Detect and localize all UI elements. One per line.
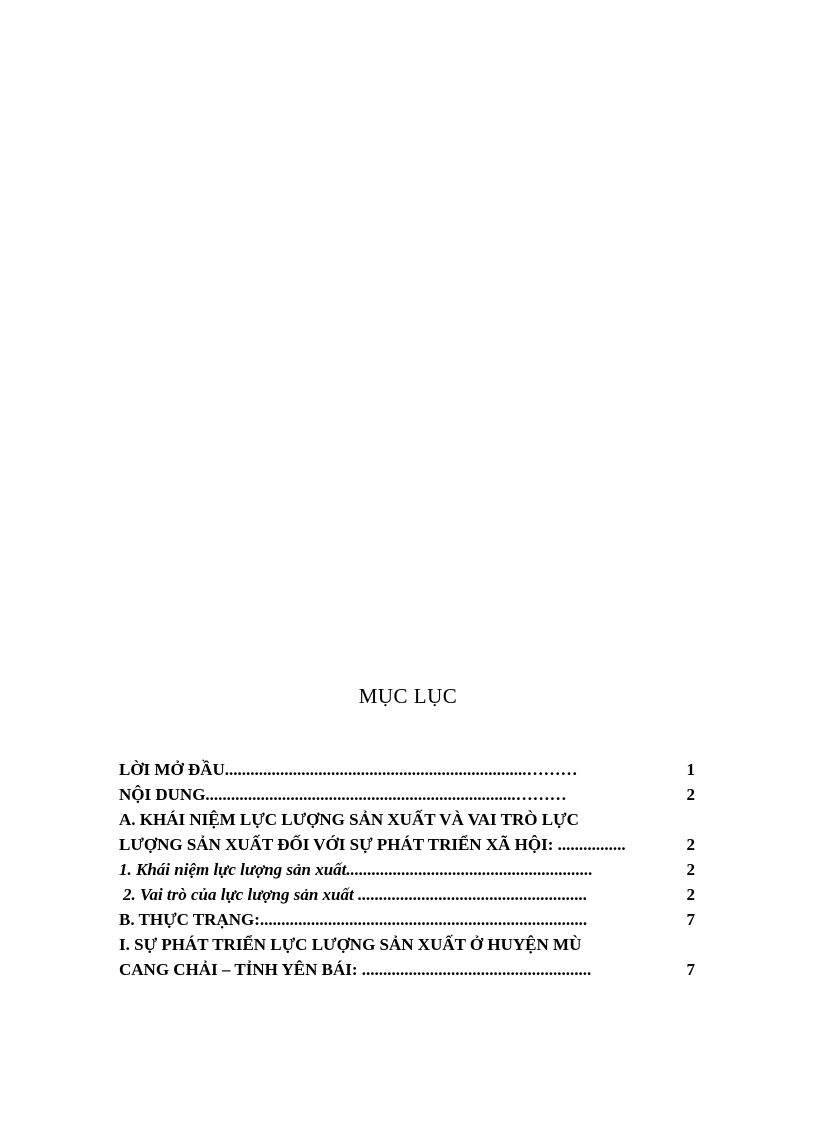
toc-entry-text: CANG CHẢI – TỈNH YÊN BÁI: ......................................................	[119, 960, 592, 979]
toc-entry-section-b[interactable]	[119, 907, 699, 932]
toc-entry-section-i-line2[interactable]	[119, 957, 699, 982]
toc-entry-page: 1	[686, 760, 695, 779]
table-of-contents	[119, 757, 699, 982]
toc-entry-page: 7	[686, 960, 695, 979]
toc-title: MỤC LỤC	[358, 684, 458, 708]
toc-entry-subsection-1[interactable]	[119, 857, 699, 882]
toc-entry-text: A. KHÁI NIỆM LỰC LƯỢNG SẢN XUẤT VÀ VAI TRÒ LỰC	[119, 810, 579, 829]
toc-entry-content[interactable]	[119, 782, 699, 807]
toc-entry-text: 2. Vai trò của lực lượng sản xuất ......................................................	[123, 885, 588, 904]
toc-entry-text: 1. Khái niệm lực lượng sản xuất..........................................................	[119, 860, 593, 879]
toc-entry-text: NỘI DUNG.........................................................................………	[119, 785, 567, 804]
toc-entry-text: I. SỰ PHÁT TRIỂN LỰC LƯỢNG SẢN XUẤT Ở HUYỆN MÙ	[119, 935, 582, 954]
toc-entry-page: 7	[686, 910, 695, 929]
toc-entry-text: LƯỢNG SẢN XUẤT ĐỐI VỚI SỰ PHÁT TRIỂN XÃ HỘI: ................	[119, 835, 626, 854]
toc-entry-subsection-2[interactable]	[119, 882, 699, 907]
toc-entry-section-a-line1[interactable]	[119, 807, 699, 832]
toc-entry-page: 2	[686, 860, 695, 879]
toc-entry-page: 2	[686, 835, 695, 854]
toc-entry-page: 2	[686, 785, 695, 804]
toc-entry-text: LỜI MỞ ĐẦU.......................................................................………	[119, 760, 578, 779]
toc-entry-page: 2	[686, 885, 695, 904]
toc-entry-section-i-line1[interactable]	[119, 932, 699, 957]
toc-entry-section-a-line2[interactable]	[119, 832, 699, 857]
toc-entry-text: B. THỰC TRẠNG:.............................................................................	[119, 910, 588, 929]
toc-entry-intro[interactable]	[119, 757, 699, 782]
